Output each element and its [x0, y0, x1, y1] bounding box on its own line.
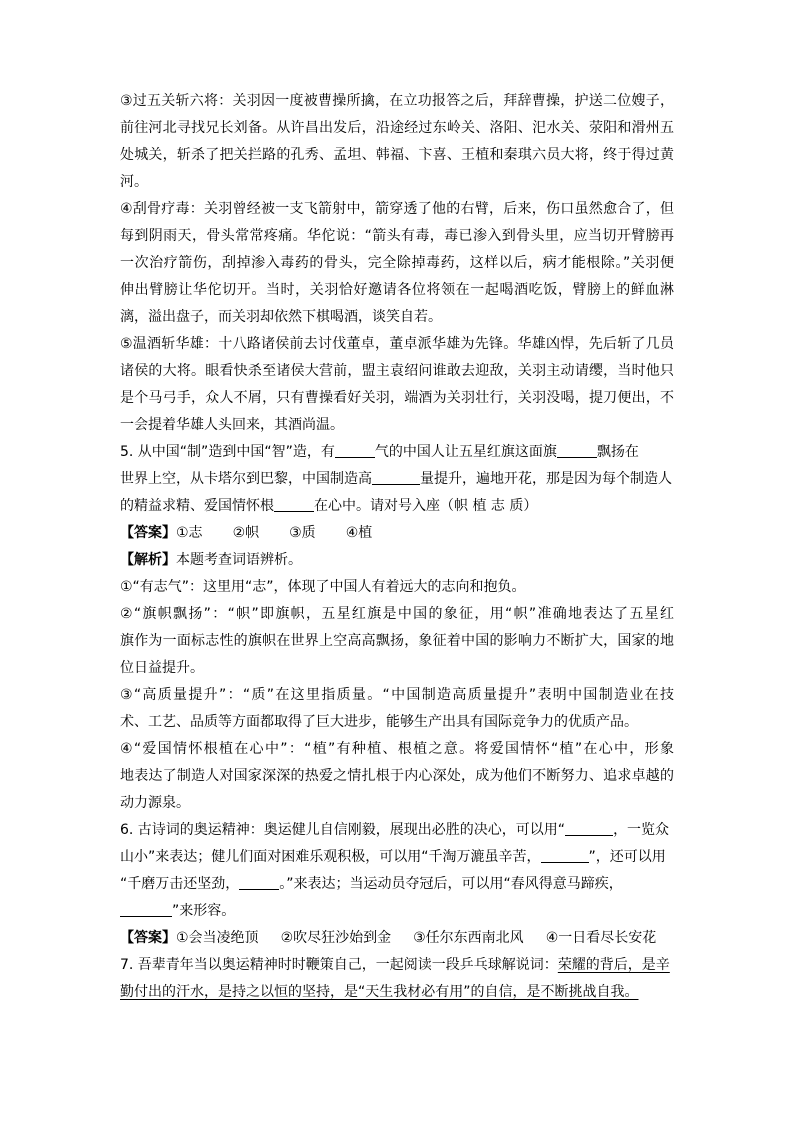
- question-7-line-2: [120, 979, 674, 1006]
- question-5-analysis-head: 【解析】本题考查词语辨析。: [120, 552, 302, 568]
- story-paragraph-4: [120, 196, 674, 331]
- text-line: ③“高质量提升”：“质”在这里指质量。“中国制造高质量提升”表明中国制造业在技: [120, 687, 674, 703]
- text-line: ④“爱国情怀根植在心中”：“植”有种植、根植之意。将爱国情怀“植”在心中，形象: [120, 741, 674, 757]
- text-line: ③过五关斩六将：关羽因一度被曹操所擒，在立功报答之后，拜辞曹操，护送二位嫂子，: [120, 93, 674, 109]
- story-paragraph-5: [120, 331, 674, 439]
- question-5-line-3: 的精益求精、爱国情怀根 在心中。请对号入座（帜 植 志 质）: [120, 493, 674, 520]
- question-6-line-4: ”来形容。: [120, 898, 674, 925]
- fill-blank[interactable]: [120, 899, 172, 917]
- fill-blank[interactable]: [274, 494, 314, 512]
- question-6-line-2: 山小”来表达；健儿们面对困难乐观积极，可以用“千淘万漉虽辛苦， ”，还可以用: [120, 844, 674, 871]
- text-line: ④刮骨疗毒：关羽曾经被一支飞箭射中，箭穿透了他的右臂，后来，伤口虽然愈合了，但: [120, 201, 674, 217]
- fill-blank[interactable]: [372, 467, 420, 485]
- fill-blank[interactable]: [557, 440, 597, 458]
- underlined-passage: 勤付出的汗水，是持之以恒的坚持，是“天生我材必有用”的自信，是不断挑战自我。: [120, 984, 639, 1000]
- question-6-line-3: “千磨万击还坚劲， 。”来表达；当运动员夺冠后，可以用“春风得意马蹄疾，: [120, 871, 674, 898]
- question-6-line-1: 6. 古诗词的奥运精神：奥运健儿自信刚毅，展现出必胜的决心，可以用“ ，一览众: [120, 817, 674, 844]
- question-5-line-1: 5. 从中国“制”造到中国“智”造，有 气的中国人让五星红旗这面旗 飘扬在: [120, 439, 674, 466]
- fill-blank[interactable]: [335, 440, 375, 458]
- text-line: 每到阴雨天，骨头常常疼痛。华佗说：“箭头有毒，毒已渗入到骨头里，应当切开臂膀再: [120, 228, 674, 244]
- story-paragraph-3: [120, 88, 674, 196]
- underlined-passage: 荣耀的背后，是辛: [557, 957, 670, 973]
- text-line: 地表达了制造人对国家深深的热爱之情扎根于内心深处，成为他们不断努力、追求卓越的: [120, 768, 674, 784]
- text-line: 位日益提升。: [120, 660, 204, 676]
- question-7: [120, 952, 674, 1006]
- question-5: [120, 439, 674, 817]
- text-line: 漓，溢出盘子，而关羽却依然下棋喝酒，谈笑自若。: [120, 309, 442, 325]
- text-line: ①“有志气”：这里用“志”，体现了中国人有着远大的志向和抱负。: [120, 579, 526, 595]
- fill-blank[interactable]: [239, 872, 279, 890]
- fill-blank[interactable]: [541, 845, 589, 863]
- text-line: 是个马弓手，众人不屑，只有曹操看好关羽，端酒为关羽壮行，关羽没喝，提刀便出，不: [120, 390, 674, 406]
- text-line: ⑤温酒斩华雄：十八路诸侯前去讨伐董卓，董卓派华雄为先锋。华雄凶悍，先后斩了几员: [120, 336, 674, 352]
- text-line: 前往河北寻找兄长刘备。从许昌出发后，沿途经过东岭关、洛阳、汜水关、荥阳和滑州五: [120, 120, 674, 136]
- question-6: [120, 817, 674, 952]
- text-line: 一次治疗箭伤，刮掉渗入毒药的骨头，完全除掉毒药，这样以后，病才能根除。”关羽便: [120, 255, 674, 271]
- text-line: 处城关，斩杀了把关拦路的孔秀、孟坦、韩福、卞喜、王植和秦琪六员大将，终于得过黄: [120, 147, 674, 163]
- text-line: 诸侯的大将。眼看快杀至诸侯大营前，盟主袁绍问谁敢去迎敌，关羽主动请缨，当时他只: [120, 363, 674, 379]
- text-line: ②“旗帜飘扬”：“帜”即旗帜，五星红旗是中国的象征，用“帜”准确地表达了五星红: [120, 606, 674, 622]
- question-7-line-1: 7. 吾辈青年当以奥运精神时时鞭策自己，一起阅读一段乒乓球解说词：荣耀的背后，是辛: [120, 957, 670, 973]
- text-line: 河。: [120, 174, 148, 190]
- text-line: 伸出臂膀让华佗切开。当时，关羽恰好邀请各位将领在一起喝酒吃饭，臂膀上的鲜血淋: [120, 282, 674, 298]
- answer-label: 【答案】: [120, 525, 176, 541]
- fill-blank[interactable]: [565, 818, 613, 836]
- question-5-answer: 【答案】①志 ②帜 ③质 ④植: [120, 525, 373, 541]
- text-line: 一会提着华雄人头回来，其酒尚温。: [120, 417, 344, 433]
- answer-label: 【答案】: [120, 930, 176, 946]
- text-line: 旗作为一面标志性的旗帜在世界上空高高飘扬，象征着中国的影响力不断扩大，国家的地: [120, 633, 674, 649]
- question-5-line-2: 世界上空，从卡塔尔到巴黎，中国制造高 量提升，遍地开花，那是因为每个制造人: [120, 466, 674, 493]
- question-6-answer: 【答案】①会当凌绝顶 ②吹尽狂沙始到金 ③任尔东西南北风 ④一日看尽长安花: [120, 930, 657, 946]
- text-line: 术、工艺、品质等方面都取得了巨大进步，能够生产出具有国际竞争力的优质产品。: [120, 714, 638, 730]
- analysis-label: 【解析】: [120, 552, 176, 568]
- text-line: 动力源泉。: [120, 795, 190, 811]
